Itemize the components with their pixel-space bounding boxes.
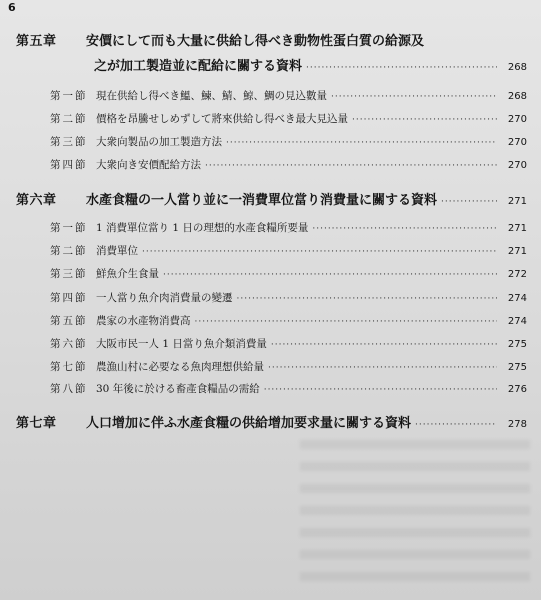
leader-dots xyxy=(205,161,497,171)
section-label: 第一節 xyxy=(50,222,88,234)
section-label: 第六節 xyxy=(50,338,88,350)
section-title: 一人當り魚介肉消費量の變遷 xyxy=(96,292,233,304)
page-ref: 275 xyxy=(507,339,527,350)
chapter-title: 水產食糧の一人當り並に一消費單位當り消費量に關する資料 xyxy=(86,193,438,208)
leader-dots xyxy=(415,420,497,430)
page-ref: 270 xyxy=(507,114,527,125)
section-title: 1 消費單位當り 1 日の理想的水產食糧所要量 xyxy=(96,222,309,234)
page-ref: 270 xyxy=(507,160,527,171)
section-entry xyxy=(50,266,527,281)
chapter-6-heading xyxy=(16,189,527,208)
leader-dots xyxy=(264,385,497,395)
chapter-title: 安價にして而も大量に供給し得べき動物性蛋白質の給源及 xyxy=(86,34,425,49)
leader-dots xyxy=(352,115,497,125)
page-ref: 276 xyxy=(507,384,527,395)
section-label: 第二節 xyxy=(50,113,88,125)
page-ref: 271 xyxy=(507,196,527,207)
section-title: 農家の水產物消費高 xyxy=(96,315,191,327)
chapter-label: 第五章 xyxy=(16,34,57,49)
page-ref: 274 xyxy=(507,293,527,304)
chapter-label: 第七章 xyxy=(16,416,57,431)
section-label: 第四節 xyxy=(50,292,88,304)
leader-dots xyxy=(195,317,498,327)
section-title: 大衆向製品の加工製造方法 xyxy=(96,136,222,148)
section-title: 現在供給し得べき鰮、鰊、鯖、鯨、鯛の見込數量 xyxy=(96,90,327,102)
leader-dots xyxy=(268,363,497,373)
section-label: 第五節 xyxy=(50,315,88,327)
section-title: 農漁山村に必要なる魚肉理想供給量 xyxy=(96,361,264,373)
leader-dots xyxy=(142,247,497,257)
section-entry xyxy=(50,88,527,103)
section-entry xyxy=(50,313,527,328)
leader-dots xyxy=(163,270,497,280)
section-entry xyxy=(50,157,527,172)
section-entry xyxy=(50,134,527,149)
section-label: 第四節 xyxy=(50,159,88,171)
section-title: 價格を昂騰せしめずして將來供給し得べき最大見込量 xyxy=(96,113,348,125)
section-label: 第三節 xyxy=(50,268,88,280)
leader-dots xyxy=(441,197,497,207)
section-title: 消費單位 xyxy=(96,245,138,257)
section-entry xyxy=(50,290,527,305)
section-label: 第八節 xyxy=(50,383,88,395)
leader-dots xyxy=(331,92,497,102)
section-title: 鮮魚介生食量 xyxy=(96,268,159,280)
section-entry xyxy=(50,243,527,258)
page-ref: 272 xyxy=(507,269,527,280)
chapter-7-heading xyxy=(16,412,527,431)
leader-dots xyxy=(312,224,497,234)
leader-dots xyxy=(226,138,497,148)
section-label: 第一節 xyxy=(50,90,88,102)
page-ref: 271 xyxy=(507,223,527,234)
section-title: 大衆向き安價配給方法 xyxy=(96,159,201,171)
bleed-through-shadow xyxy=(300,440,530,590)
chapter-5-heading xyxy=(16,30,527,49)
section-label: 第二節 xyxy=(50,245,88,257)
page-number: 6 xyxy=(8,1,16,14)
page-ref: 274 xyxy=(507,316,527,327)
chapter-title: 人口增加に伴ふ水產食糧の供給增加要求量に關する資料 xyxy=(86,416,412,431)
section-entry xyxy=(50,336,527,351)
section-label: 第七節 xyxy=(50,361,88,373)
leader-dots xyxy=(271,340,497,350)
page-ref: 271 xyxy=(507,246,527,257)
page-ref: 268 xyxy=(507,62,527,73)
page-ref: 275 xyxy=(507,362,527,373)
page-ref: 270 xyxy=(507,137,527,148)
section-title: 30 年後に於ける畜產食糧品の需給 xyxy=(96,383,260,395)
chapter-5-heading-continued xyxy=(94,55,527,74)
chapter-title-continued: 之が加工製造並に配給に關する資料 xyxy=(94,59,303,74)
section-entry xyxy=(50,359,527,374)
page-ref: 268 xyxy=(507,91,527,102)
section-entry xyxy=(50,111,527,126)
section-label: 第三節 xyxy=(50,136,88,148)
leader-dots xyxy=(237,294,498,304)
leader-dots xyxy=(306,63,497,73)
section-title: 大阪市民一人 1 日當り魚介類消費量 xyxy=(96,338,267,350)
chapter-label: 第六章 xyxy=(16,193,57,208)
page-ref: 278 xyxy=(507,419,527,430)
section-entry xyxy=(50,381,527,396)
section-entry xyxy=(50,220,527,235)
